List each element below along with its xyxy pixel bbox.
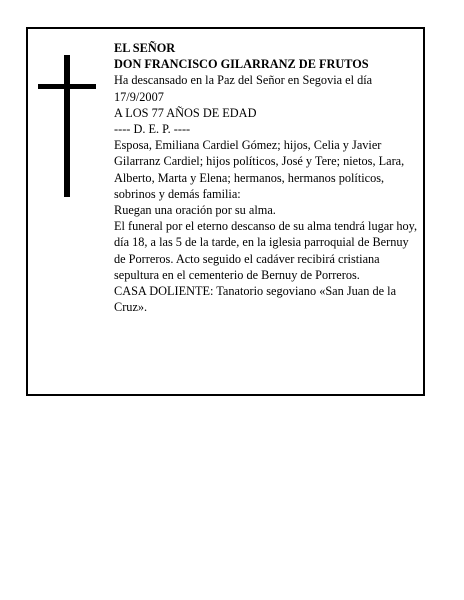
funeral-paragraph: El funeral por el eterno descanso de su alma tendrá lugar hoy, día 18, a las 5 de la tarde, en la iglesia parroquial de Bernuy de Porreros. Acto seguido el cadáver recibirá cristiana sepultura en el cementerio de Bernuy de Porreros. — [114, 219, 418, 282]
mourning-house: CASA DOLIENTE: Tanatorio segoviano «San Juan de la Cruz». — [114, 284, 397, 315]
rest-announcement: Ha descansado en la Paz del Señor en Segovia el día 17/9/2007 — [114, 73, 373, 104]
title-line: EL SEÑOR — [114, 41, 176, 55]
deceased-name: DON FRANCISCO GILARRANZ DE FRUTOS — [114, 57, 369, 72]
cross-icon-horizontal-bar — [38, 84, 96, 89]
family-paragraph: Esposa, Emiliana Cardiel Gómez; hijos, Celia y Javier Gilarranz Cardiel; hijos políticos, José y Tere; nietos, Lara, Alberto, Marta y Elena; hermanos, hermanos políticos, sobrinos y demás familia: — [114, 138, 405, 201]
cross-icon-vertical-bar — [64, 55, 70, 197]
obituary-text — [114, 40, 420, 315]
prayer-line: Ruegan una oración por su alma. — [114, 203, 276, 218]
dep-line: ---- D. E. P. ---- — [114, 122, 191, 137]
age-line: A LOS 77 AÑOS DE EDAD — [114, 105, 257, 120]
